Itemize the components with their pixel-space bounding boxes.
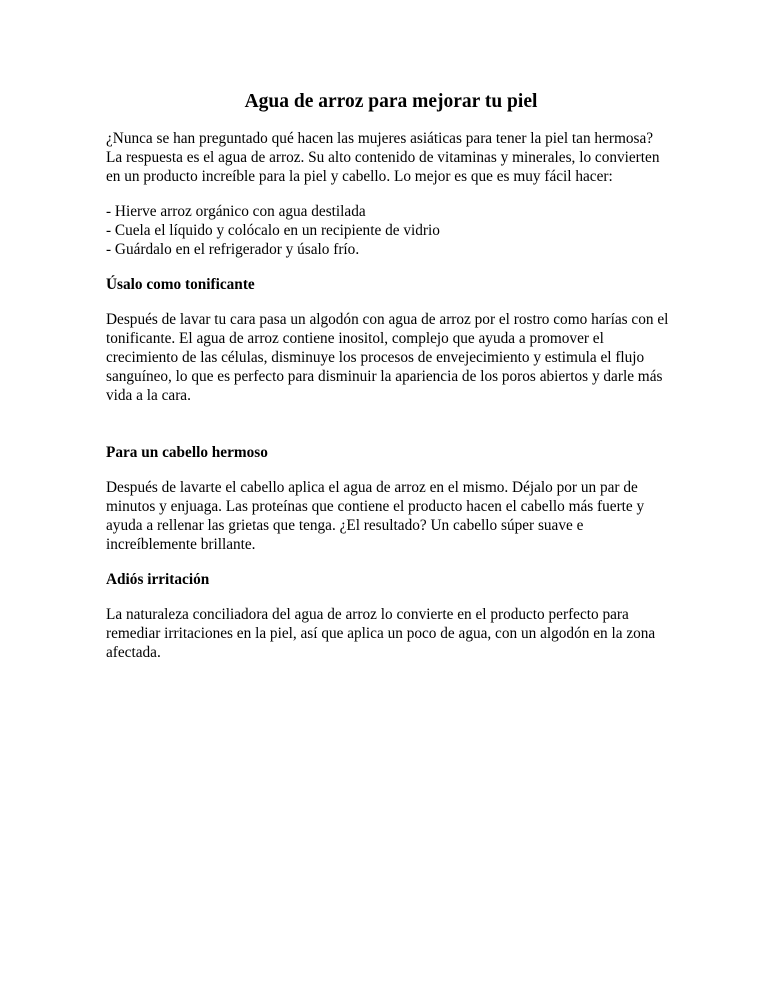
section-paragraph-hair	[106, 478, 672, 554]
paragraph-line: remediar irritaciones en la piel, así que aplica un poco de agua, con un algodón en la zona	[106, 625, 656, 642]
document-body	[106, 90, 672, 662]
section-heading-hair: Para un cabello hermoso	[106, 444, 268, 461]
section-paragraph-irritation	[106, 605, 672, 662]
steps-list	[106, 202, 672, 259]
intro-line: ¿Nunca se han preguntado qué hacen las mujeres asiáticas para tener la piel tan hermosa?	[106, 130, 654, 147]
paragraph-line: crecimiento de las células, disminuye los procesos de envejecimiento y estimula el flujo	[106, 349, 645, 366]
paragraph-line: Después de lavarte el cabello aplica el agua de arroz en el mismo. Déjalo por un par de	[106, 479, 638, 496]
step-item: - Guárdalo en el refrigerador y úsalo frío.	[106, 241, 360, 258]
paragraph-line: vida a la cara.	[106, 387, 191, 404]
paragraph-line: La naturaleza conciliadora del agua de arroz lo convierte en el producto perfecto para	[106, 606, 629, 623]
section-heading-toner: Úsalo como tonificante	[106, 276, 255, 293]
section-heading-irritation: Adiós irritación	[106, 571, 210, 588]
step-item: - Cuela el líquido y colócalo en un recipiente de vidrio	[106, 222, 440, 239]
section-paragraph-toner	[106, 310, 672, 405]
paragraph-line: increíblemente brillante.	[106, 536, 256, 553]
step-item: - Hierve arroz orgánico con agua destilada	[106, 203, 366, 220]
document-title: Agua de arroz para mejorar tu piel	[244, 91, 538, 112]
intro-paragraph	[106, 129, 672, 186]
intro-line: en un producto increíble para la piel y cabello. Lo mejor es que es muy fácil hacer:	[106, 168, 613, 185]
intro-line: La respuesta es el agua de arroz. Su alto contenido de vitaminas y minerales, lo convierten	[106, 149, 660, 166]
paragraph-line: afectada.	[106, 644, 161, 661]
paragraph-line: tonificante. El agua de arroz contiene inositol, complejo que ayuda a promover el	[106, 330, 604, 347]
paragraph-line: Después de lavar tu cara pasa un algodón con agua de arroz por el rostro como harías con el	[106, 311, 669, 328]
paragraph-line: ayuda a rellenar las grietas que tenga. ¿El resultado? Un cabello súper suave e	[106, 517, 584, 534]
paragraph-line: minutos y enjuaga. Las proteínas que contiene el producto hacen el cabello más fuerte y	[106, 498, 645, 515]
paragraph-line: sanguíneo, lo que es perfecto para disminuir la apariencia de los poros abiertos y darle más	[106, 368, 663, 385]
